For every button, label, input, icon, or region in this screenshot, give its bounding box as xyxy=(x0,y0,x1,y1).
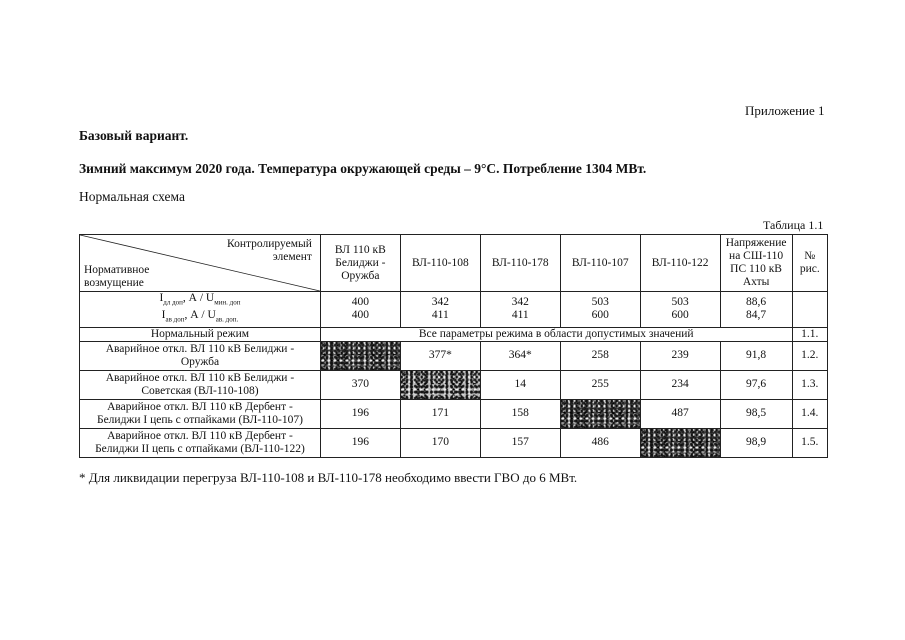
emergency-limit-label xyxy=(82,309,318,326)
controlled-element-label xyxy=(227,238,312,264)
event-label-line: Аварийное откл. ВЛ 110 кВ Дербент - xyxy=(107,400,293,413)
variant-heading: Базовый вариант. xyxy=(79,128,189,143)
value-cell: 91,8 xyxy=(720,341,792,370)
value-cell: 98,9 xyxy=(720,428,792,457)
label-subscript: ав доп xyxy=(165,315,185,324)
normal-mode-text: Все параметры режима в области допустимых значений xyxy=(320,327,792,341)
value-cell: 158 xyxy=(480,399,560,428)
limit-cell xyxy=(560,292,640,328)
value-cell: 258 xyxy=(560,341,640,370)
header-line: Оружба xyxy=(341,269,380,282)
value-cell: 170 xyxy=(400,428,480,457)
value-cell: 239 xyxy=(640,341,720,370)
label-part: , А / U xyxy=(182,292,215,304)
event-label-line: Аварийное откл. ВЛ 110 кВ Белиджи - xyxy=(105,342,295,355)
limit-value: 400 xyxy=(351,309,369,322)
limit-value: 84,7 xyxy=(746,309,767,322)
value-cell: 97,6 xyxy=(720,370,792,399)
value-cell: 196 xyxy=(320,428,400,457)
event-label xyxy=(80,370,321,399)
value-cell: 14 xyxy=(480,370,560,399)
limit-value: 411 xyxy=(511,309,529,322)
column-header-vl-122: ВЛ-110-122 xyxy=(640,235,720,292)
normal-mode-row xyxy=(80,327,828,341)
column-header-line-oruzhba xyxy=(320,235,400,292)
header-line: на СШ-110 xyxy=(729,250,784,262)
disconnected-element-cell xyxy=(320,341,400,370)
disconnected-element-cell xyxy=(400,370,480,399)
limit-value: 411 xyxy=(431,309,449,322)
limit-cell xyxy=(400,292,480,328)
header-line: Белиджи - xyxy=(335,256,386,269)
disconnected-element-cell xyxy=(640,428,720,457)
header-row xyxy=(80,235,828,292)
header-line: рис. xyxy=(799,263,820,275)
event-label xyxy=(80,341,321,370)
event-label-line: Белиджи I цепь с отпайками (ВЛ-110-107) xyxy=(96,413,303,426)
figure-ref: 1.3. xyxy=(792,370,827,399)
event-row xyxy=(80,399,828,428)
event-label xyxy=(80,399,321,428)
event-row xyxy=(80,428,828,457)
footnote: * Для ликвидации перегруза ВЛ-110-108 и ВЛ-110-178 необходимо ввести ГВО до 6 МВт. xyxy=(79,470,578,485)
corner-bottom-line: Нормативное xyxy=(84,264,150,276)
disconnected-element-cell xyxy=(560,399,640,428)
normal-mode-label: Нормальный режим xyxy=(80,327,321,341)
limit-value: 503 xyxy=(591,296,609,309)
column-header-vl-178: ВЛ-110-178 xyxy=(480,235,560,292)
limits-label xyxy=(80,292,321,328)
scheme-label: Нормальная схема xyxy=(79,189,185,204)
limit-cell xyxy=(640,292,720,328)
limit-value: 600 xyxy=(671,309,689,322)
figure-ref: 1.1. xyxy=(792,327,827,341)
label-subscript: ав. доп. xyxy=(215,315,239,324)
header-line: Ахты xyxy=(742,276,770,288)
limit-value: 400 xyxy=(351,296,369,309)
event-row xyxy=(80,341,828,370)
corner-top-line: Контролируемый xyxy=(227,238,312,250)
value-cell: 196 xyxy=(320,399,400,428)
value-cell: 157 xyxy=(480,428,560,457)
header-line: Напряжение xyxy=(725,237,787,249)
value-cell: 370 xyxy=(320,370,400,399)
value-cell: 234 xyxy=(640,370,720,399)
limit-cell xyxy=(480,292,560,328)
value-cell: 98,5 xyxy=(720,399,792,428)
column-header-vl-107: ВЛ-110-107 xyxy=(560,235,640,292)
label-part: , А / U xyxy=(184,309,216,322)
event-row xyxy=(80,370,828,399)
empty-cell xyxy=(792,292,827,328)
header-line: ВЛ 110 кВ xyxy=(334,243,386,256)
limit-value: 600 xyxy=(591,309,609,322)
label-part: I xyxy=(159,292,164,304)
corner-top-line: элемент xyxy=(272,251,312,263)
appendix-label: Приложение 1 xyxy=(745,103,825,118)
figure-ref: 1.2. xyxy=(792,341,827,370)
value-cell: 486 xyxy=(560,428,640,457)
label-subscript: дл доп xyxy=(163,298,183,307)
corner-header-cell xyxy=(80,235,321,292)
header-line: ПС 110 кВ xyxy=(730,263,782,275)
limit-value: 503 xyxy=(671,296,689,309)
event-label-line: Аварийное откл. ВЛ 110 кВ Белиджи - xyxy=(105,371,295,384)
limit-value: 342 xyxy=(511,296,529,309)
results-table xyxy=(79,234,828,458)
header-line: № xyxy=(804,250,816,262)
column-header-vl-108: ВЛ-110-108 xyxy=(400,235,480,292)
limit-value: 88,6 xyxy=(746,296,767,309)
table-caption: Таблица 1.1 xyxy=(763,218,824,232)
event-label-line: Оружба xyxy=(180,355,220,368)
limit-cell xyxy=(320,292,400,328)
event-label-line: Белиджи II цепь с отпайками (ВЛ-110-122) xyxy=(95,442,305,455)
label-part: I xyxy=(161,309,166,322)
corner-bottom-line: возмущение xyxy=(84,277,144,289)
event-label-line: Аварийное откл. ВЛ 110 кВ Дербент - xyxy=(107,429,293,442)
limit-cell xyxy=(720,292,792,328)
figure-ref: 1.5. xyxy=(792,428,827,457)
column-header-figure xyxy=(792,235,827,292)
event-label xyxy=(80,428,321,457)
value-cell: 364* xyxy=(480,341,560,370)
value-cell: 487 xyxy=(640,399,720,428)
continuous-limit-label xyxy=(82,292,318,309)
label-subscript: мин. доп xyxy=(214,298,241,307)
limit-value: 342 xyxy=(431,296,449,309)
value-cell: 171 xyxy=(400,399,480,428)
limits-row xyxy=(80,292,828,328)
figure-ref: 1.4. xyxy=(792,399,827,428)
scenario-heading: Зимний максимум 2020 года. Температура окружающей среды – 9°С. Потребление 1304 МВт. xyxy=(79,161,647,176)
event-label-line: Советская (ВЛ-110-108) xyxy=(141,384,259,397)
disturbance-label xyxy=(84,264,149,290)
column-header-voltage xyxy=(720,235,792,292)
value-cell: 255 xyxy=(560,370,640,399)
value-cell: 377* xyxy=(400,341,480,370)
